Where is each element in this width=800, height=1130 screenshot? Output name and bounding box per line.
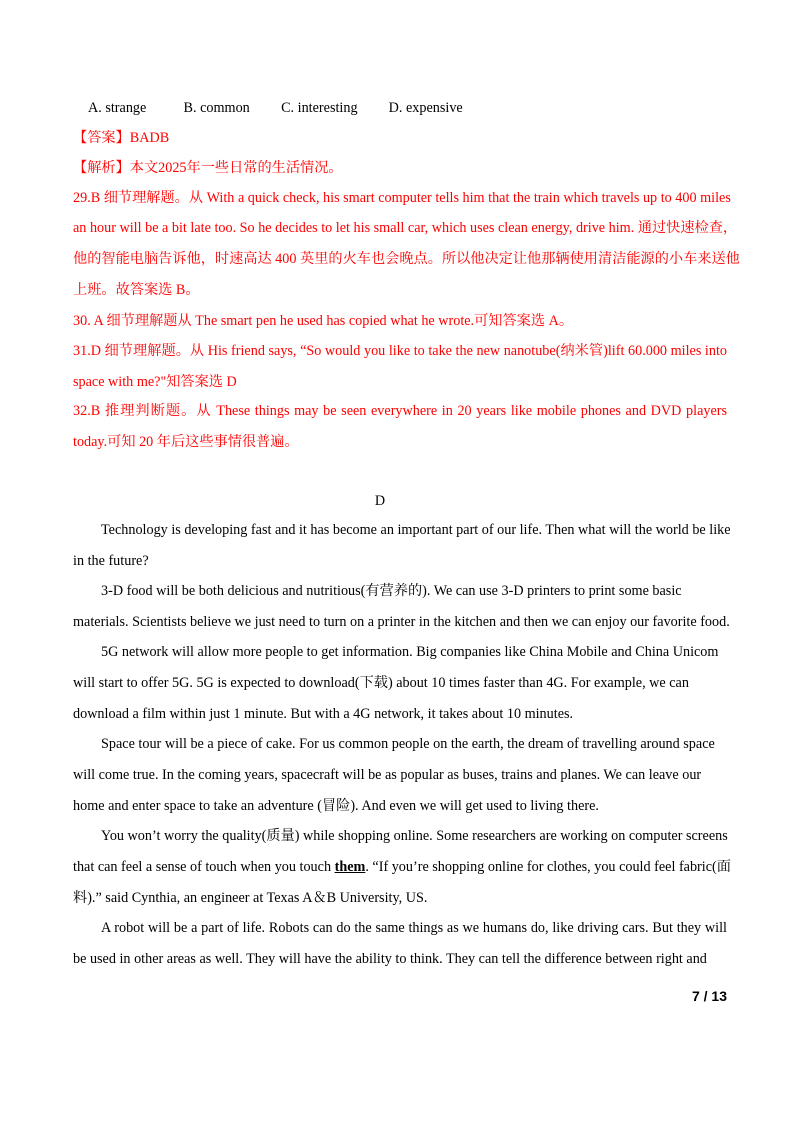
passage-p5-line-2-end: . “If you’re shopping online for clothes, you could feel fabric(面: [365, 859, 731, 875]
passage-p5-line-2: [73, 857, 731, 877]
passage-p6-line-2: be used in other areas as well. They will have the ability to think. They can tell the difference between right and: [73, 951, 707, 967]
q30-explanation: 30. A 细节理解题从 The smart pen he used has copied what he wrote.可知答案选 A。: [73, 313, 574, 329]
option-c: C. interesting: [281, 100, 358, 116]
passage-p5-line-1: You won’t worry the quality(质量) while shopping online. Some researchers are working on computer screens: [101, 828, 728, 844]
q32-line-1: 32.B 推理判断题。从 These things may be seen everywhere in 20 years like mobile phones and DVD players: [73, 403, 727, 419]
passage-p5-line-2-start: that can feel a sense of touch when you touch: [73, 859, 335, 875]
option-b: B. common: [183, 100, 250, 116]
page-number: 7 / 13: [691, 988, 727, 1004]
underlined-word-them: them: [334, 859, 366, 875]
passage-p4-line-1: Space tour will be a piece of cake. For us common people on the earth, the dream of travelling around space: [101, 736, 715, 752]
option-a: A. strange: [88, 100, 147, 116]
passage-p2-line-2: materials. Scientists believe we just need to turn on a printer in the kitchen and then we can enjoy our favorite food.: [73, 614, 730, 630]
passage-p3-line-3: download a film within just 1 minute. But with a 4G network, it takes about 10 minutes.: [73, 706, 574, 722]
passage-p3-line-2: will start to offer 5G. 5G is expected to download(下载) about 10 times faster than 4G. For example, we can: [73, 675, 689, 691]
q29-line-4: 上班。故答案选 B。: [73, 282, 200, 298]
passage-p4-line-3: home and enter space to take an adventure (冒险). And even we will get used to living there.: [73, 798, 599, 814]
answer-key: 【答案】BADB: [73, 130, 170, 146]
passage-p5-line-3: 料).” said Cynthia, an engineer at Texas A＆B University, US.: [73, 890, 428, 906]
passage-p6-line-1: A robot will be a part of life. Robots can do the same things as we humans do, like driving cars. But they will: [101, 920, 727, 936]
section-title: D: [374, 493, 386, 509]
passage-p1-line-1: Technology is developing fast and it has become an important part of our life. Then what will the world be like: [101, 522, 731, 538]
analysis-intro: 【解析】本文2025年一些日常的生活情况。: [73, 160, 343, 176]
q31-line-2: space with me?"知答案选 D: [73, 374, 237, 390]
q32-line-2: today.可知 20 年后这些事情很普遍。: [73, 434, 299, 450]
q29-line-3: 他的智能电脑告诉他，时速高达 400 英里的火车也会晚点。所以他决定让他那辆使用清洁能源的小车来送他: [73, 251, 740, 267]
passage-p1-line-2: in the future?: [73, 553, 149, 569]
q29-line-1: 29.B 细节理解题。从 With a quick check, his smart computer tells him that the train which travels up to 400 miles: [73, 190, 731, 206]
passage-p3-line-1: 5G network will allow more people to get information. Big companies like China Mobile and China Unicom: [101, 644, 719, 660]
passage-p4-line-2: will come true. In the coming years, spacecraft will be as popular as buses, trains and planes. We can leave our: [73, 767, 702, 783]
option-d: D. expensive: [388, 100, 463, 116]
q29-line-2: an hour will be a bit late too. So he decides to let his small car, which uses clean energy, drive him. 通过快速检查，: [73, 220, 738, 236]
q31-line-1: 31.D 细节理解题。从 His friend says, “So would you like to take the new nanotube(纳米管)lift 60.000 miles into: [73, 343, 727, 359]
passage-p2-line-1: 3-D food will be both delicious and nutritious(有营养的). We can use 3-D printers to print some basic: [101, 583, 682, 599]
answer-options: [88, 98, 742, 118]
